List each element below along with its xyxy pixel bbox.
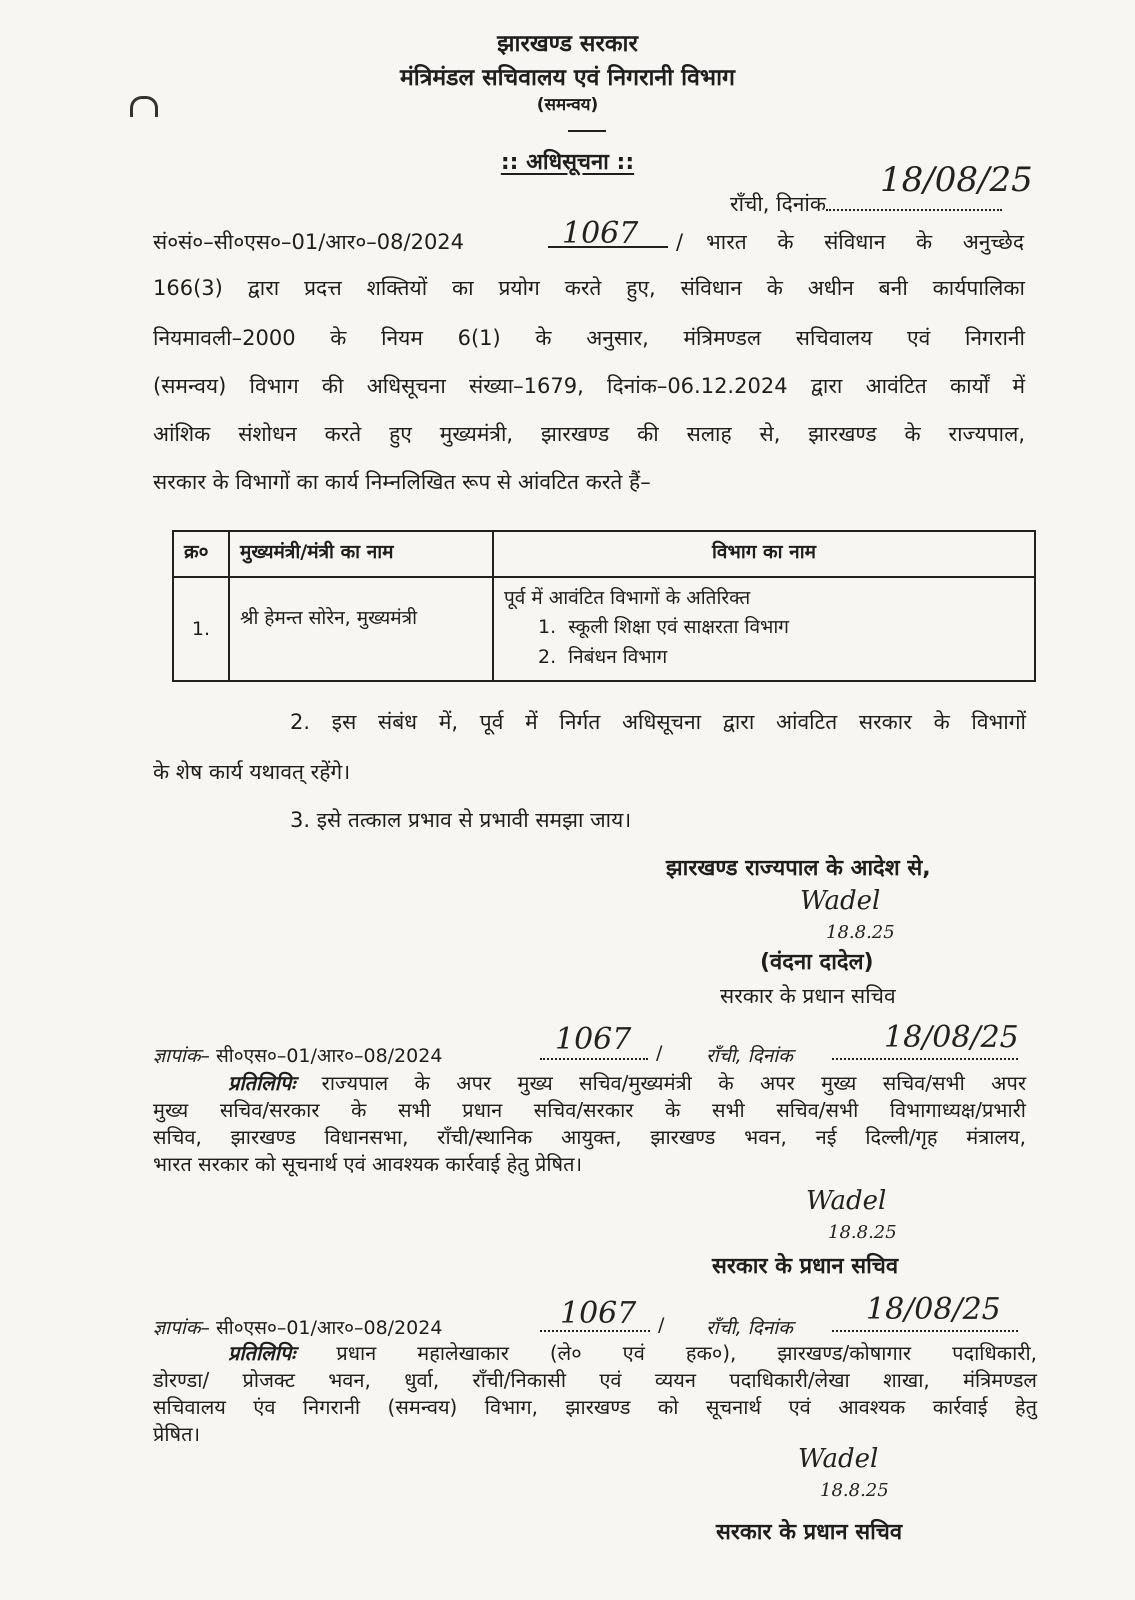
memo2-label: ज्ञापांक–: [153, 1317, 210, 1339]
col-header-sl: क्र०: [173, 531, 229, 577]
order-reference: [153, 230, 464, 255]
memo1-copy-block: [153, 1070, 1026, 1178]
memo1-signature-date: 18.8.25: [828, 1222, 897, 1243]
memo1-copy-line: [153, 1070, 1026, 1097]
clause-2-line-1: 2. इस संबंध में, पूर्व में निर्गत अधिसूचना द्वारा आंवटित सरकार के विभागों: [290, 710, 1026, 734]
memo1-designation: सरकार के प्रधान सचिव: [712, 1254, 899, 1279]
order-line: नियमावली–2000 के नियम 6(1) के अनुसार, मंत्रिमण्डल सचिवालय एवं निगरानी: [153, 326, 1025, 350]
header-divider: [568, 130, 606, 132]
col-header-department: विभाग का नाम: [493, 531, 1035, 577]
memo1-slash: /: [656, 1042, 663, 1064]
memo2-signature-mark: Wadel: [798, 1444, 879, 1474]
memo2-reference: [153, 1314, 442, 1340]
division-name: (समन्वय): [536, 95, 599, 115]
memo2-slash: /: [658, 1314, 665, 1336]
row-departments: [493, 577, 1035, 681]
clause-3: 3. इसे तत्काल प्रभाव से प्रभावी समझा जाय।: [290, 808, 632, 832]
signatory-designation: सरकार के प्रधान सचिव: [720, 984, 896, 1008]
memo2-copy-text: प्रधान महालेखाकार (ले० एवं हक०), झारखण्ड/कोषागार पदाधिकारी,: [336, 1341, 1038, 1365]
signatory-name: (वंदना दादेल): [760, 950, 874, 975]
memo2-ref: सी०एस०–01/आर०–08/2024: [215, 1317, 443, 1339]
memo2-copy-block: [153, 1340, 1037, 1448]
department-item: 1. स्कूली शिक्षा एवं साक्षरता विभाग: [538, 616, 789, 639]
by-order-line: झारखण्ड राज्यपाल के आदेश से,: [666, 856, 931, 881]
memo2-copy-label: प्रतिलिपिः: [228, 1341, 296, 1365]
memo2-number: 1067: [560, 1296, 637, 1331]
memo1-ref: सी०एस०–01/आर०–08/2024: [215, 1045, 443, 1067]
order-ref-prefix: सं०सं०–सी०एस०–01/आर०–08/2024: [153, 230, 465, 254]
memo2-copy-line: प्रेषित।: [153, 1422, 201, 1446]
memo1-date-dots: [832, 1058, 1018, 1060]
row-sl: 1.: [173, 577, 229, 681]
memo2-signature-date: 18.8.25: [820, 1480, 889, 1501]
memo1-signature-mark: Wadel: [806, 1186, 887, 1216]
department-item: 2. निबंधन विभाग: [538, 645, 668, 668]
memo1-date: 18/08/25: [884, 1020, 1019, 1055]
memo2-number-dots: [540, 1330, 650, 1332]
clause-2-line-2: के शेष कार्य यथावत् रहेंगे।: [153, 760, 351, 784]
memo2-copy-line: [153, 1340, 1037, 1367]
department-name: मंत्रिमंडल सचिवालय एवं निगरानी विभाग: [400, 65, 735, 91]
place-date-label: राँची, दिनांक: [730, 192, 826, 216]
memo1-copy-label: प्रतिलिपिः: [228, 1071, 296, 1095]
order-ref-underline: [548, 246, 668, 248]
memo1-copy-text: राज्यपाल के अपर मुख्य सचिव/मुख्यमंत्री के अपर मुख्य सचिव/सभी अपर: [321, 1071, 1027, 1095]
memo2-copy-line: सचिवालय एंव निगरानी (समन्वय) विभाग, झारखण्ड को सूचनार्थ एवं आवश्यक कार्रवाई हेतु: [153, 1395, 1037, 1419]
memo1-copy-line: सचिव, झारखण्ड विधानसभा, राँची/स्थानिक आयुक्त, झारखण्ड भवन, नई दिल्ली/गृह मंत्रालय,: [153, 1125, 1026, 1149]
order-line: सरकार के विभागों का कार्य निम्नलिखित रूप से आंवटित करते हैं–: [153, 470, 651, 494]
order-line: 166(3) द्वारा प्रदत्त शक्तियों का प्रयोग करते हुए, संविधान के अधीन बनी कार्यपालिका: [153, 276, 1025, 300]
order-line: आंशिक संशोधन करते हुए मुख्यमंत्री, झारखण्ड की सलाह से, झारखण्ड के राज्यपाल,: [153, 422, 1025, 446]
memo1-reference: [153, 1042, 442, 1068]
table-header-row: [173, 531, 1035, 577]
government-name: झारखण्ड सरकार: [497, 31, 638, 57]
memo2-copy-line: डोरण्डा/ प्रोजक्ट भवन, धुर्वा, राँची/निकासी एवं व्ययन पदाधिकारी/लेखा शाखा, मंत्रिमण्डल: [153, 1368, 1037, 1392]
order-line: भारत के संविधान के अनुच्छेद: [706, 230, 1024, 254]
allocation-table: [172, 530, 1036, 682]
memo1-label: ज्ञापांक–: [153, 1045, 210, 1067]
signature-date: 18.8.25: [826, 922, 895, 943]
binder-hole-mark: [130, 96, 158, 117]
order-line: (समन्वय) विभाग की अधिसूचना संख्या–1679, दिनांक–06.12.2024 द्वारा आवंटित कार्यों में: [153, 374, 1025, 398]
handwritten-date: 18/08/25: [880, 160, 1033, 200]
memo2-date: 18/08/25: [866, 1292, 1001, 1327]
memo1-copy-line: मुख्य सचिव/सरकार के सभी प्रधान सचिव/सरकार के सभी सचिव/सभी विभागाध्यक्ष/प्रभारी: [153, 1098, 1026, 1122]
table-row: [173, 577, 1035, 681]
notification-title: :: अधिसूचना ::: [500, 150, 635, 175]
memo1-place-date-label: राँची, दिनांक: [706, 1045, 793, 1067]
memo2-place-date-label: राँची, दिनांक: [706, 1317, 793, 1339]
row-departments-intro: पूर्व में आवंटित विभागों के अतिरिक्त: [504, 587, 751, 609]
memo1-number-dots: [540, 1058, 648, 1060]
memo2-date-dots: [832, 1330, 1018, 1332]
signature-mark: Wadel: [800, 886, 881, 916]
order-ref-number: 1067: [562, 216, 639, 251]
memo1-copy-line: भारत सरकार को सूचनार्थ एवं आवश्यक कार्रवाई हेतु प्रेषित।: [153, 1152, 583, 1176]
col-header-name: मुख्यमंत्री/मंत्री का नाम: [229, 531, 493, 577]
row-name: श्री हेमन्त सोरेन, मुख्यमंत्री: [229, 577, 493, 681]
memo1-number: 1067: [555, 1022, 632, 1057]
memo2-designation: सरकार के प्रधान सचिव: [716, 1520, 903, 1545]
order-ref-slash: /: [676, 230, 684, 254]
